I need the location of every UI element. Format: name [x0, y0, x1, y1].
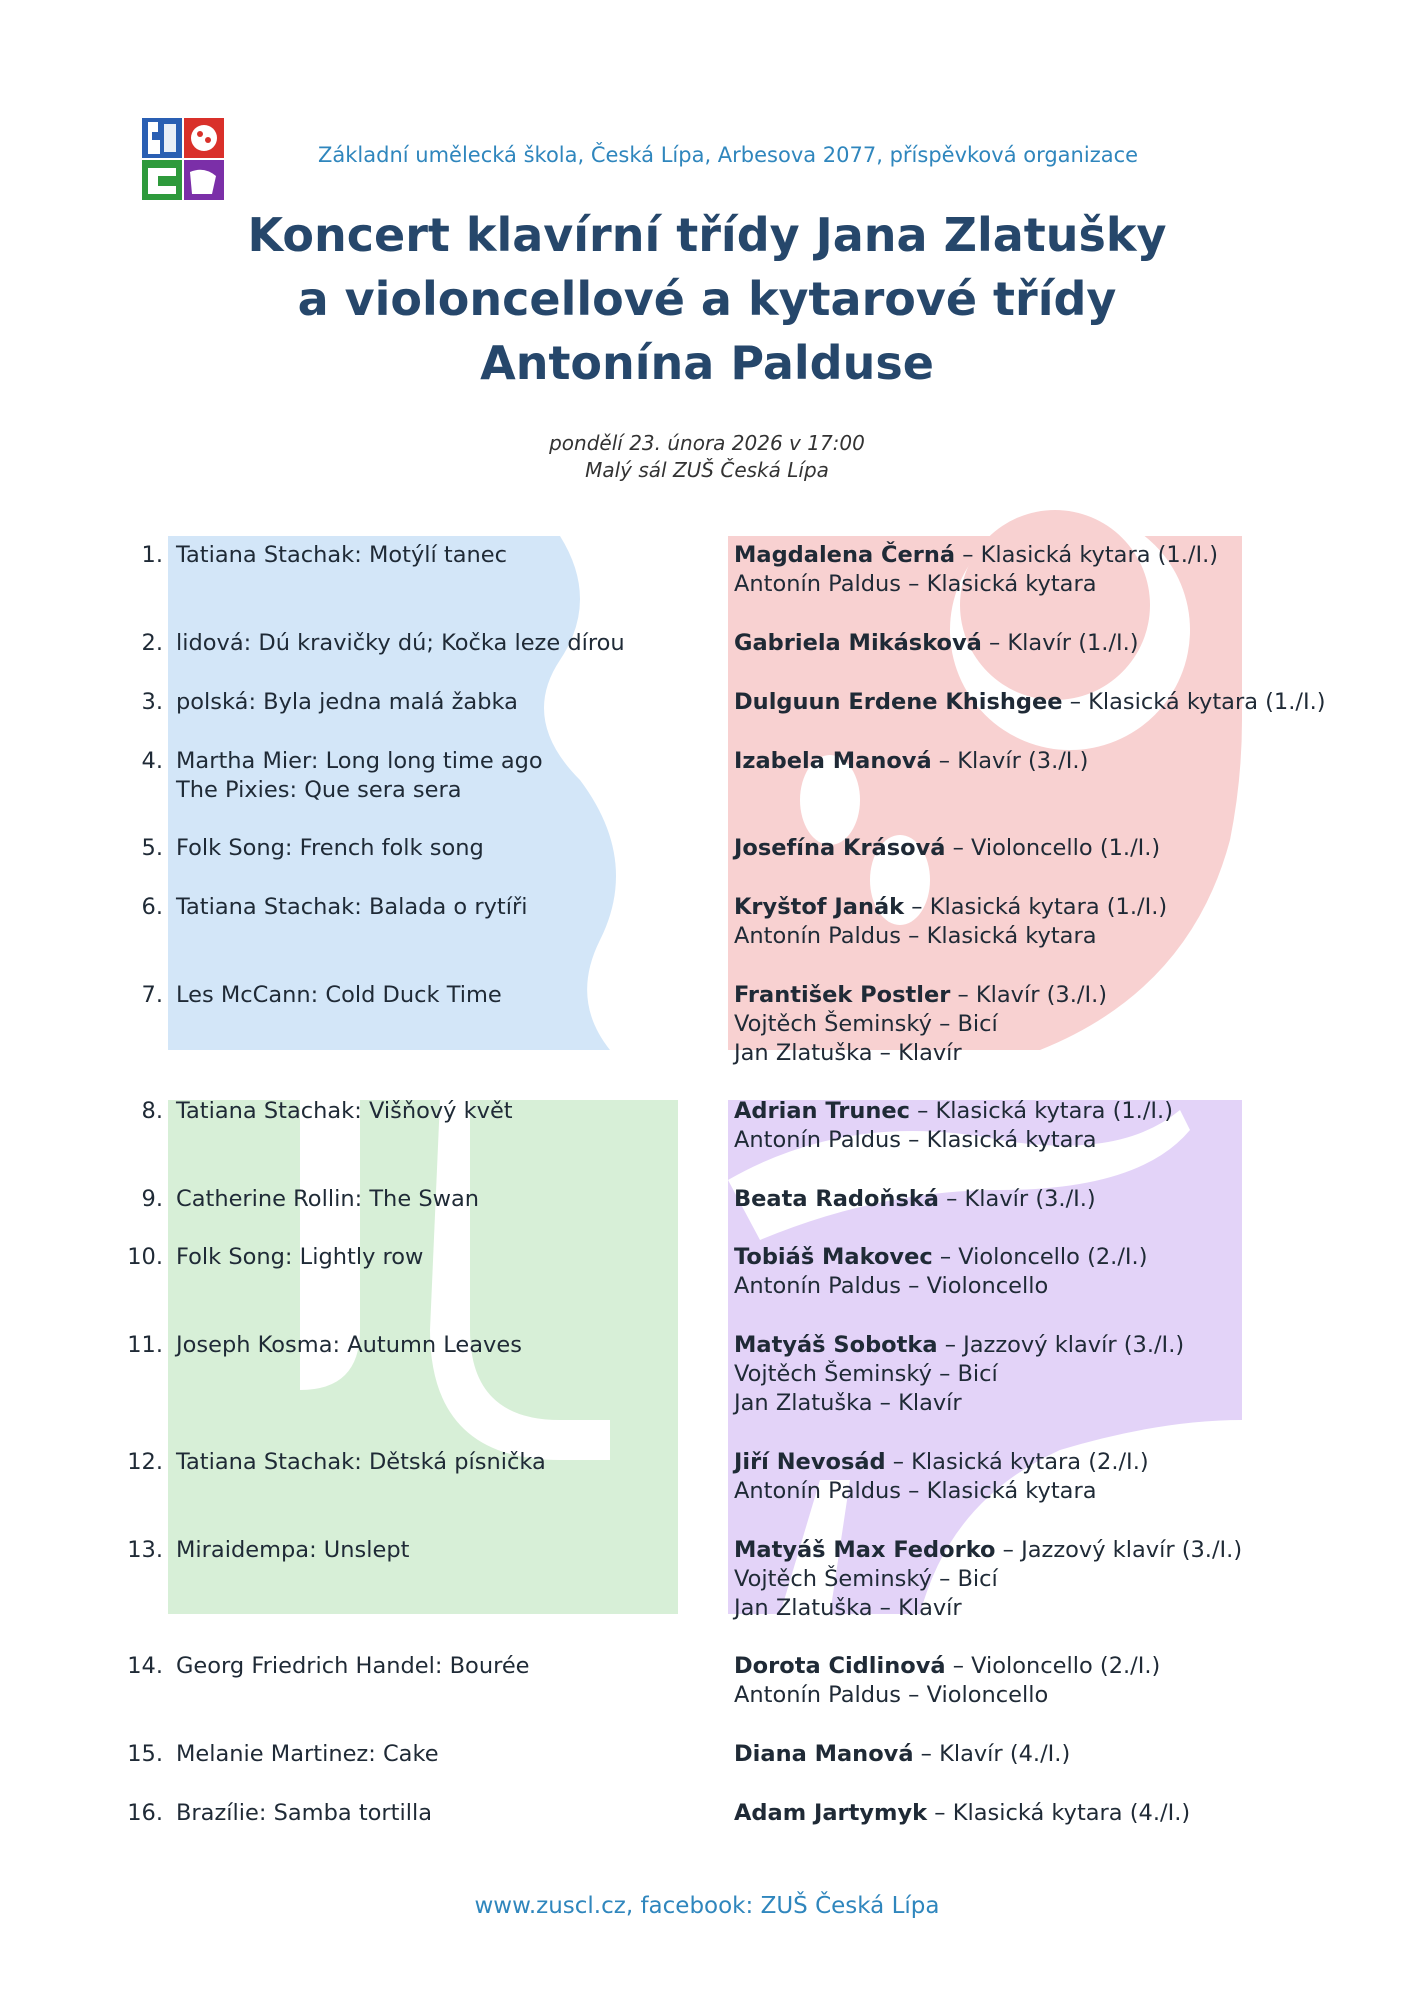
performer-line [734, 1243, 1394, 1272]
title-line-3: Antonína Palduse [480, 336, 934, 390]
piece-line: Tatiana Stachak: Dětská písnička [176, 1449, 546, 1475]
performers [734, 1448, 1394, 1506]
piece-title [176, 1243, 716, 1272]
performer-line [734, 1652, 1394, 1681]
performers [734, 834, 1394, 863]
item-number: 10. [127, 1244, 163, 1270]
piece-line: Brazílie: Samba tortilla [176, 1800, 433, 1826]
performer-instrument: – Jazzový klavír (3./I.) [937, 1332, 1185, 1358]
piece-title [176, 893, 716, 922]
piece-title [176, 688, 716, 717]
performer-line [734, 1331, 1394, 1360]
piece-line: Joseph Kosma: Autumn Leaves [176, 1332, 522, 1358]
performer-line [734, 1740, 1394, 1769]
accompanist-line: Antonín Paldus – Violoncello [734, 1273, 1049, 1299]
accompanist-line: Antonín Paldus – Klasická kytara [734, 1127, 1097, 1153]
piece-line: Miraidempa: Unslept [176, 1537, 410, 1563]
accompanist-line: Jan Zlatuška – Klavír [734, 1595, 962, 1621]
performer-name: Dulguun Erdene Khishgee [734, 689, 1063, 715]
item-number: 1. [141, 542, 163, 568]
performer-line [734, 541, 1394, 570]
item-number: 6. [141, 894, 163, 920]
accompanist-line: Antonín Paldus – Klasická kytara [734, 923, 1097, 949]
item-number: 13. [127, 1537, 163, 1563]
performer-name: František Postler [734, 982, 951, 1008]
piece-title [176, 1740, 716, 1769]
piece-line: Tatiana Stachak: Višňový květ [176, 1098, 513, 1124]
performer-name: Adam Jartymyk [734, 1800, 928, 1826]
performer-line [734, 747, 1394, 776]
piece-line: Catherine Rollin: The Swan [176, 1186, 480, 1212]
performer-name: Dorota Cidlinová [734, 1653, 946, 1679]
item-number: 16. [127, 1800, 163, 1826]
piece-line: Les McCann: Cold Duck Time [176, 982, 502, 1008]
accompanist-line: Vojtěch Šeminský – Bicí [734, 1566, 998, 1592]
piece-title [176, 834, 716, 863]
piece-line: Martha Mier: Long long time ago [176, 748, 543, 774]
performers [734, 1185, 1394, 1214]
performers [734, 1799, 1394, 1828]
performer-instrument: – Klavír (3./I.) [931, 748, 1089, 774]
performer-name: Adrian Trunec [734, 1098, 910, 1124]
item-number: 7. [141, 982, 163, 1008]
performer-instrument: – Klavír (4./I.) [913, 1741, 1071, 1767]
piece-line: Tatiana Stachak: Motýlí tanec [176, 542, 507, 568]
title-line-1: Koncert klavírní třídy Jana Zlatušky [247, 208, 1167, 262]
performer-instrument: – Violoncello (2./I.) [932, 1244, 1148, 1270]
title-line-2: a violoncellové a kytarové třídy [297, 272, 1117, 326]
accompanist-line: Vojtěch Šeminský – Bicí [734, 1011, 998, 1037]
performers [734, 1536, 1394, 1623]
accompanist-line: Jan Zlatuška – Klavír [734, 1040, 962, 1066]
performer-instrument: – Klasická kytara (1./I.) [909, 1098, 1173, 1124]
item-number: 14. [127, 1653, 163, 1679]
performer-instrument: – Klasická kytara (1./I.) [955, 542, 1219, 568]
performer-name: Gabriela Mikásková [734, 630, 982, 656]
performer-instrument: – Klasická kytara (4./I.) [927, 1800, 1191, 1826]
piece-line: The Pixies: Que sera sera [176, 777, 462, 803]
performers [734, 688, 1394, 717]
piece-title [176, 1331, 716, 1360]
performer-instrument: – Violoncello (1./I.) [945, 835, 1161, 861]
performer-instrument: – Klavír (3./I.) [950, 982, 1108, 1008]
performer-line [734, 1536, 1394, 1565]
performer-line [734, 1097, 1394, 1126]
performer-instrument: – Klavír (1./I.) [981, 630, 1139, 656]
performer-name: Izabela Manová [734, 748, 932, 774]
piece-title [176, 1536, 716, 1565]
piece-line: Folk Song: Lightly row [176, 1244, 424, 1270]
performer-name: Matyáš Max Fedorko [734, 1537, 996, 1563]
piece-line: Georg Friedrich Handel: Bourée [176, 1653, 530, 1679]
performers [734, 1740, 1394, 1769]
performer-line [734, 629, 1394, 658]
item-number: 11. [127, 1332, 163, 1358]
item-number: 15. [127, 1741, 163, 1767]
performer-line [734, 981, 1394, 1010]
piece-line: Melanie Martinez: Cake [176, 1741, 439, 1767]
piece-line: lidová: Dú kravičky dú; Kočka leze dírou [176, 630, 625, 656]
performer-instrument: – Klasická kytara (1./I.) [904, 894, 1168, 920]
item-number: 8. [141, 1098, 163, 1124]
performers [734, 1097, 1394, 1155]
school-name: Základní umělecká škola, Česká Lípa, Arbesova 2077, příspěvková organizace [318, 143, 1139, 167]
piece-line: polská: Byla jedna malá žabka [176, 689, 518, 715]
performer-instrument: – Klasická kytara (2./I.) [885, 1449, 1149, 1475]
performer-name: Tobiáš Makovec [734, 1244, 933, 1270]
accompanist-line: Vojtěch Šeminský – Bicí [734, 1361, 998, 1387]
event-date: pondělí 23. února 2026 v 17:00 [549, 431, 865, 455]
item-number: 2. [141, 630, 163, 656]
performer-line [734, 893, 1394, 922]
accompanist-line: Antonín Paldus – Klasická kytara [734, 1478, 1097, 1504]
item-number: 3. [141, 689, 163, 715]
performer-name: Kryštof Janák [734, 894, 905, 920]
piece-title [176, 1097, 716, 1126]
piece-line: Tatiana Stachak: Balada o rytíři [176, 894, 528, 920]
performer-instrument: – Klasická kytara (1./I.) [1062, 689, 1326, 715]
accompanist-line: Antonín Paldus – Klasická kytara [734, 571, 1097, 597]
performer-instrument: – Klavír (3./I.) [939, 1186, 1096, 1212]
performer-line [734, 688, 1394, 717]
performers [734, 541, 1394, 599]
footer-links[interactable]: www.zuscl.cz, facebook: ZUŠ Česká Lípa [474, 1893, 940, 1919]
piece-title [176, 629, 716, 658]
piece-title [176, 1448, 716, 1477]
accompanist-line: Jan Zlatuška – Klavír [734, 1390, 962, 1416]
item-number: 9. [141, 1186, 163, 1212]
performers [734, 981, 1394, 1068]
performer-name: Jiří Nevosád [734, 1449, 886, 1475]
performer-name: Josefína Krásová [734, 835, 946, 861]
performers [734, 893, 1394, 951]
item-number: 5. [141, 835, 163, 861]
performers [734, 629, 1394, 658]
performer-instrument: – Jazzový klavír (3./I.) [995, 1537, 1243, 1563]
performers [734, 1243, 1394, 1301]
piece-title [176, 981, 716, 1010]
event-venue: Malý sál ZUŠ Česká Lípa [585, 458, 829, 482]
performer-name: Matyáš Sobotka [734, 1332, 938, 1358]
performers [734, 1331, 1394, 1418]
piece-title [176, 541, 716, 570]
performer-line [734, 834, 1394, 863]
item-number: 12. [127, 1449, 163, 1475]
piece-title [176, 747, 716, 805]
piece-title [176, 1799, 716, 1828]
piece-line: Folk Song: French folk song [176, 835, 484, 861]
performer-line [734, 1448, 1394, 1477]
performer-line [734, 1799, 1394, 1828]
performers [734, 747, 1394, 776]
performer-line [734, 1185, 1394, 1214]
performer-name: Diana Manová [734, 1741, 914, 1767]
performer-instrument: – Violoncello (2./I.) [945, 1653, 1161, 1679]
performer-name: Beata Radoňská [734, 1186, 939, 1212]
performer-name: Magdalena Černá [734, 542, 956, 568]
performers [734, 1652, 1394, 1710]
accompanist-line: Antonín Paldus – Violoncello [734, 1682, 1049, 1708]
item-number: 4. [141, 748, 163, 774]
piece-title [176, 1185, 716, 1214]
piece-title [176, 1652, 716, 1681]
